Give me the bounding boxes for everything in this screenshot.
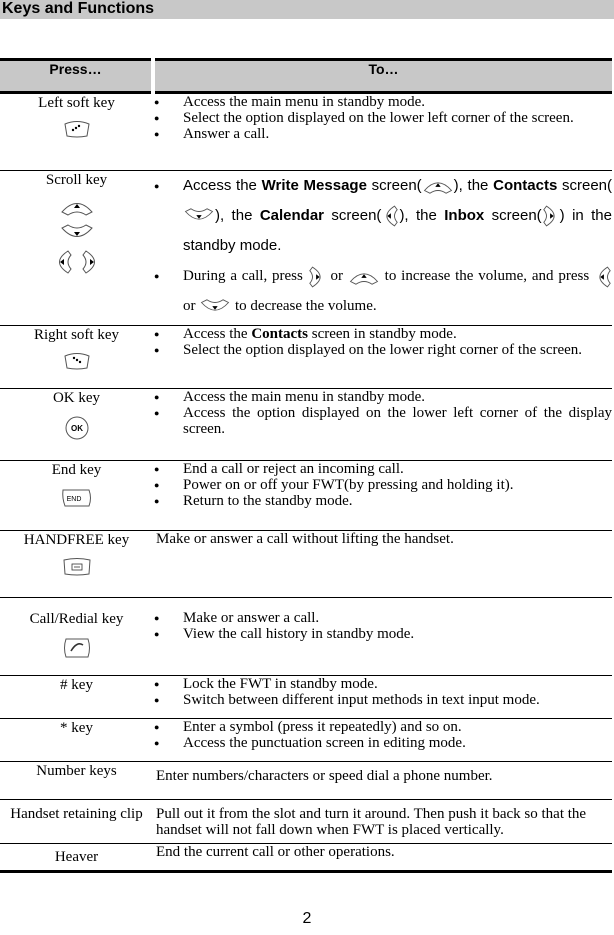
scroll-right-icon xyxy=(81,249,101,275)
description-cell xyxy=(153,171,612,326)
scroll-up-icon xyxy=(348,268,380,286)
list-item: ● Return to the standby mode. xyxy=(153,493,612,509)
description-text: End the current call or other operations. xyxy=(156,844,395,860)
call-redial-key-icon xyxy=(62,636,92,660)
description-cell xyxy=(153,676,612,719)
description-cell xyxy=(153,326,612,389)
inbox-label: Inbox xyxy=(444,207,485,224)
description-text: Pull out it from the slot and turn it around. Then push it back so that the handset will not fall down when FWT is placed vertically. xyxy=(156,806,587,838)
text-run: screen( xyxy=(366,177,422,194)
scroll-right-icon xyxy=(308,265,326,289)
key-cell xyxy=(0,762,153,800)
description-cell xyxy=(153,389,612,461)
text-run: During a call, press xyxy=(183,268,308,284)
left-soft-key-icon xyxy=(63,120,91,138)
key-name: OK key xyxy=(52,390,101,406)
key-cell xyxy=(0,389,153,461)
list-item xyxy=(153,171,612,261)
text-run: Access the xyxy=(183,326,252,342)
table-row xyxy=(0,171,612,326)
list-item: ● End a call or reject an incoming call. xyxy=(153,461,612,477)
list-item xyxy=(153,261,612,321)
key-cell xyxy=(0,676,153,719)
scroll-left-icon xyxy=(594,265,612,289)
list-item: ● Access the option displayed on the lower left corner of the display screen. xyxy=(153,405,612,437)
scroll-up-icon xyxy=(60,197,94,217)
key-name: HANDFREE key xyxy=(23,532,130,548)
table-header-row xyxy=(0,60,612,93)
description-cell xyxy=(153,461,612,531)
key-name: Right soft key xyxy=(34,327,119,343)
section-header-bar xyxy=(0,0,614,19)
ok-key-icon xyxy=(64,415,90,441)
text-run: or xyxy=(183,298,200,314)
key-name: # key xyxy=(60,677,93,693)
contacts-label: Contacts xyxy=(493,177,558,194)
list-item: ● Enter a symbol (press it repeatedly) and so on. xyxy=(153,719,612,735)
write-message-label: Write Message xyxy=(261,177,367,194)
header-press: Press… xyxy=(0,60,153,93)
table-row xyxy=(0,326,612,389)
key-cell xyxy=(0,800,153,844)
key-name: Handset retaining clip xyxy=(10,806,143,822)
key-name: Heaver xyxy=(54,849,99,865)
description-cell xyxy=(153,844,612,872)
contacts-label: Contacts xyxy=(251,326,308,342)
scroll-left-icon xyxy=(381,204,399,228)
text-run: to decrease the volume. xyxy=(231,298,377,314)
scroll-left-icon xyxy=(53,249,73,275)
right-soft-key-icon xyxy=(63,352,91,370)
list-item: ● Switch between different input methods in text input mode. xyxy=(153,692,612,708)
scroll-down-icon xyxy=(183,207,215,225)
text-run: screen( xyxy=(324,207,382,224)
table-row xyxy=(0,461,612,531)
description-cell xyxy=(153,531,612,598)
svg-text:END: END xyxy=(66,496,81,503)
header-to: To… xyxy=(153,60,612,93)
list-item: ● Answer a call. xyxy=(153,126,612,142)
table-row xyxy=(0,719,612,762)
text-run: screen in standby mode. xyxy=(307,326,457,342)
text-run: to increase the volume, and press xyxy=(379,268,594,284)
key-cell xyxy=(0,531,153,598)
table-row xyxy=(0,800,612,844)
key-name: * key xyxy=(60,720,93,736)
key-cell xyxy=(0,93,153,171)
text-run: ), the xyxy=(215,207,260,224)
scroll-down-icon xyxy=(60,223,94,243)
key-cell xyxy=(0,598,153,676)
key-name: Left soft key xyxy=(38,95,115,111)
keys-functions-table xyxy=(0,58,612,873)
text-run: or xyxy=(325,268,348,284)
scroll-right-icon xyxy=(542,204,560,228)
description-cell xyxy=(153,93,612,171)
table-row xyxy=(0,844,612,872)
key-name: Scroll key xyxy=(45,172,108,188)
text-run: screen( xyxy=(484,207,542,224)
table-row xyxy=(0,676,612,719)
key-cell xyxy=(0,719,153,762)
section-title: Keys and Functions xyxy=(2,0,155,17)
scroll-up-icon xyxy=(422,177,454,195)
list-item xyxy=(153,326,612,342)
list-item: ● Access the punctuation screen in editing mode. xyxy=(153,735,612,751)
scroll-down-icon xyxy=(199,298,231,316)
description-text: Enter numbers/characters or speed dial a phone number. xyxy=(156,768,493,784)
list-item: ● Select the option displayed on the lower left corner of the screen. xyxy=(153,110,612,126)
key-name: Number keys xyxy=(36,763,117,779)
list-item: ● Access the main menu in standby mode. xyxy=(153,389,612,405)
key-name: Call/Redial key xyxy=(29,611,124,627)
table-row xyxy=(0,598,612,676)
description-cell xyxy=(153,719,612,762)
list-item: ● View the call history in standby mode. xyxy=(153,626,612,642)
end-key-icon xyxy=(61,487,93,509)
key-name: End key xyxy=(51,462,102,478)
description-text: Make or answer a call without lifting the handset. xyxy=(156,531,454,547)
handsfree-key-icon xyxy=(62,557,92,577)
calendar-label: Calendar xyxy=(259,207,325,224)
table-row xyxy=(0,531,612,598)
text-run: screen( xyxy=(557,177,613,194)
table-row xyxy=(0,762,612,800)
description-cell xyxy=(153,762,612,800)
list-item: ● Select the option displayed on the lower right corner of the screen. xyxy=(153,342,612,358)
text-run: ) in the standby mode. xyxy=(183,207,612,254)
table-row xyxy=(0,93,612,171)
text-run: ), the xyxy=(453,177,494,194)
page-number: 2 xyxy=(302,910,312,927)
svg-text:OK: OK xyxy=(70,424,83,433)
list-item: ● Lock the FWT in standby mode. xyxy=(153,676,612,692)
description-cell xyxy=(153,598,612,676)
list-item: ● Make or answer a call. xyxy=(153,610,612,626)
list-item: ● Access the main menu in standby mode. xyxy=(153,94,612,110)
text-run: ), the xyxy=(399,207,445,224)
table-row xyxy=(0,389,612,461)
key-cell xyxy=(0,461,153,531)
list-item: ● Power on or off your FWT(by pressing and holding it). xyxy=(153,477,612,493)
key-cell xyxy=(0,326,153,389)
text-run: Access the xyxy=(183,177,262,194)
key-cell xyxy=(0,171,153,326)
key-cell xyxy=(0,844,153,872)
description-cell xyxy=(153,800,612,844)
